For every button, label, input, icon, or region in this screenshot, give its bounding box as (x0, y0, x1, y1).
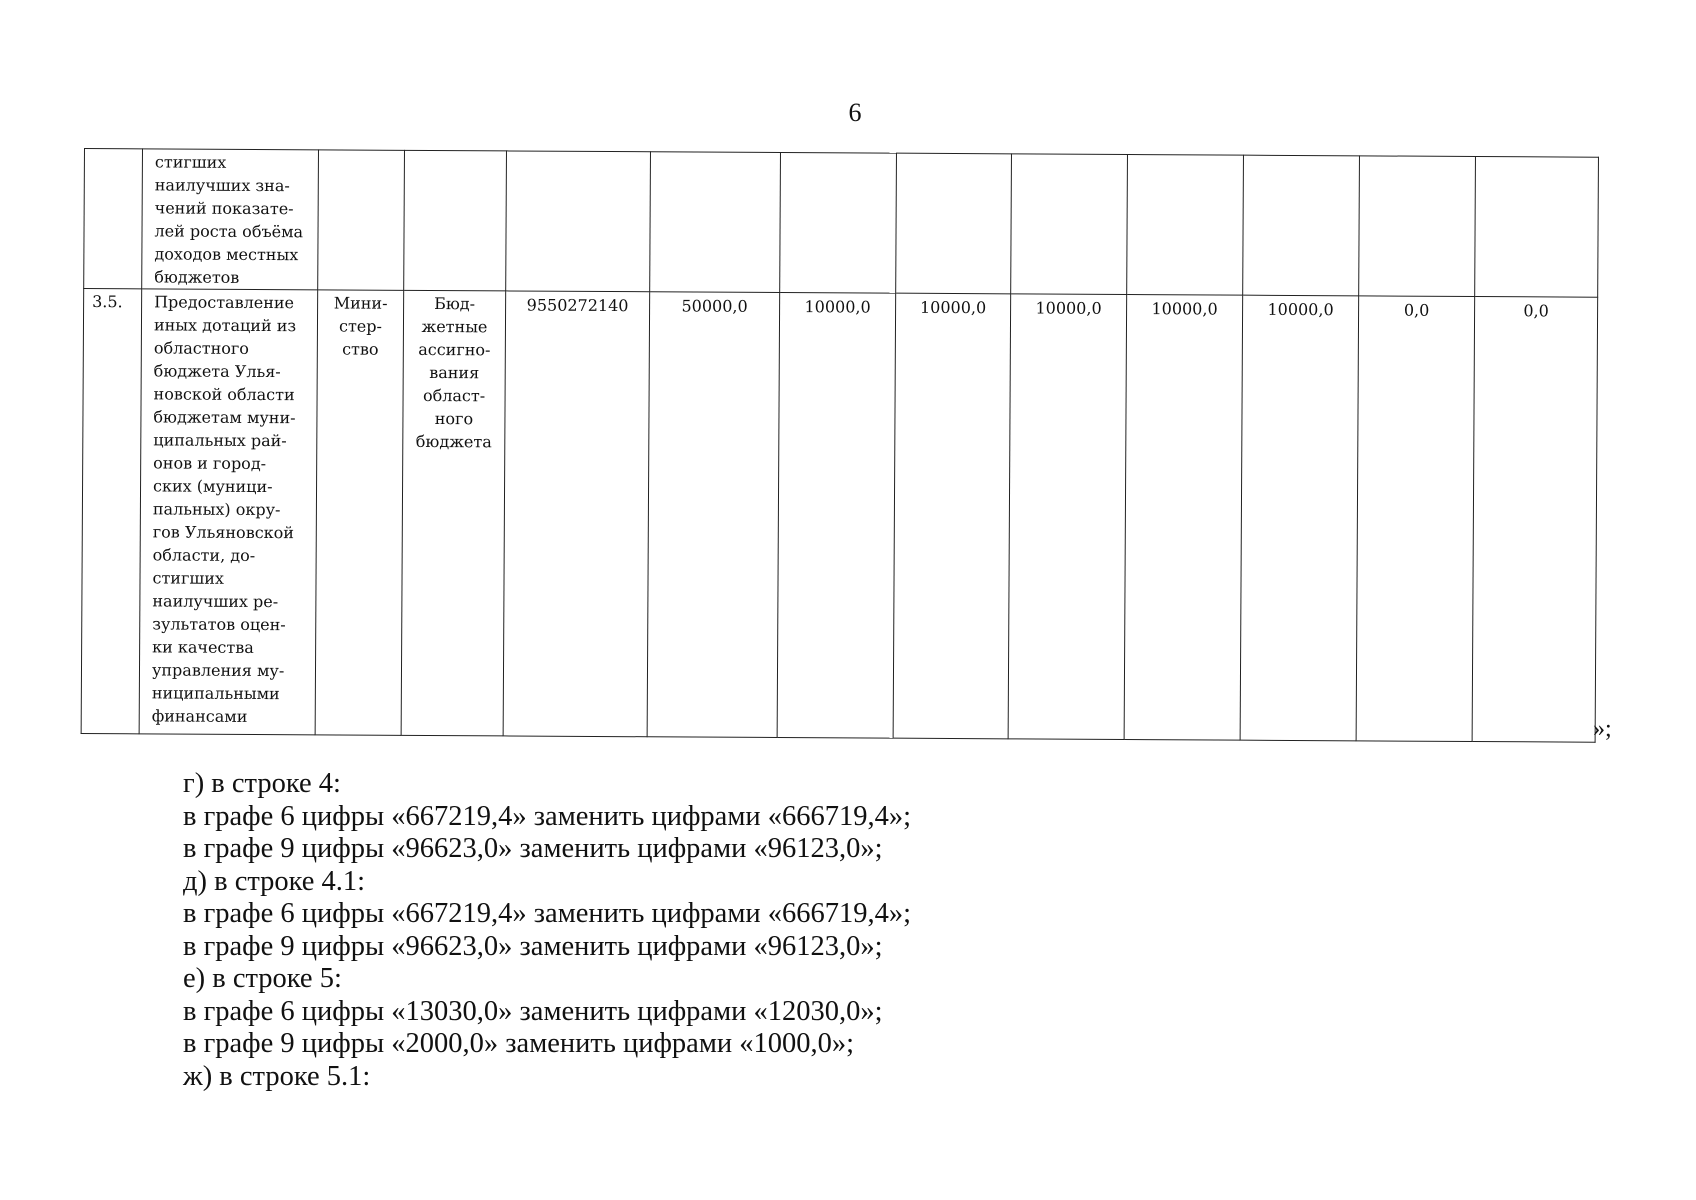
cell-executor (318, 150, 405, 290)
instruction-line: в графе 6 цифры «667219,4» заменить цифрами «666719,4»; (183, 898, 912, 929)
cell-year (896, 153, 1012, 294)
source-line: жетные (421, 316, 488, 337)
name-line: ских (муници- (153, 476, 273, 497)
instruction-line: в графе 9 цифры «2000,0» заменить цифрами «1000,0»; (183, 1028, 855, 1059)
cell-year (1243, 155, 1360, 296)
cell-year (1011, 154, 1128, 295)
instruction-line: в графе 6 цифры «13030,0» заменить цифрами «12030,0»; (183, 995, 883, 1027)
source-line: ного (434, 409, 474, 429)
cell-year-7: 0,0 (1472, 297, 1598, 743)
cell-year-3: 10000,0 (1008, 294, 1127, 740)
executor-line: ство (342, 339, 379, 359)
source-line: вания (429, 362, 480, 383)
name-line: ципальных рай- (153, 430, 287, 451)
name-line: ки качества (152, 637, 254, 657)
program-table-wrapper (81, 148, 1598, 743)
cell-code: 9550272140 (503, 291, 650, 737)
cell-year (1127, 155, 1244, 296)
name-line: онов и город- (153, 453, 267, 474)
name-line: гов Ульяновской (152, 522, 295, 543)
instruction-line: ж) в строке 5.1: (183, 1060, 371, 1092)
cell-num (84, 149, 143, 289)
cell-year-1: 10000,0 (777, 293, 896, 739)
instruction-line: в графе 6 цифры «667219,4» заменить цифрами «666719,4»; (183, 800, 912, 832)
cell-year-4: 10000,0 (1124, 295, 1243, 741)
name-line: стигших (152, 568, 225, 588)
cell-year (1475, 157, 1599, 298)
name-line: наилучших ре- (152, 591, 279, 612)
name-line: зультатов оцен- (152, 614, 286, 635)
cell-name (139, 289, 318, 735)
instruction-line: в графе 9 цифры «96623,0» заменить цифрами «96123,0»; (183, 833, 883, 864)
cell-total: 50000,0 (647, 292, 780, 738)
source-line: ассигно- (418, 339, 491, 360)
cell-executor (315, 290, 404, 735)
instruction-line: е) в строке 5: (183, 963, 342, 994)
source-line: Бюд- (434, 294, 476, 314)
name-line: доходов местных (154, 244, 299, 265)
cell-num: 3.5. (81, 289, 142, 734)
name-line: бюджета Улья- (153, 361, 281, 382)
name-line: новской области (153, 384, 295, 405)
source-line: бюджета (415, 431, 492, 452)
cell-year-6: 0,0 (1356, 296, 1475, 742)
name-line: области, до- (152, 545, 256, 565)
table-row-3-5 (81, 289, 1598, 743)
instruction-line: г) в строке 4: (183, 768, 341, 799)
cell-code (506, 151, 651, 292)
closing-quote: »; (1593, 716, 1612, 742)
name-line: иных дотаций из (153, 315, 297, 336)
name-line: чений показате- (154, 198, 294, 219)
source-line: област- (422, 385, 486, 406)
name-line: наилучших зна- (154, 175, 290, 196)
instruction-line: в графе 9 цифры «96623,0» заменить цифрами «96123,0»; (183, 930, 883, 962)
cell-name-continuation (142, 149, 319, 290)
name-line: лей роста объёма (154, 221, 304, 242)
cell-year-5: 10000,0 (1240, 295, 1359, 741)
table-row-continuation (84, 149, 1599, 298)
cell-year (1359, 156, 1476, 297)
cell-total (650, 152, 781, 293)
cell-source (401, 290, 506, 736)
amendment-instructions (183, 768, 911, 1093)
page-number: 6 (848, 98, 862, 127)
program-table (81, 148, 1599, 743)
name-line: управления му- (151, 660, 285, 681)
name-line: бюджетам муни- (153, 407, 296, 428)
name-line: бюджетов (154, 267, 240, 287)
name-line: областного (153, 338, 249, 358)
name-line: финансами (151, 706, 248, 726)
name-line: стигших (154, 152, 227, 172)
name-line: ниципальными (151, 683, 280, 704)
cell-source (404, 150, 507, 291)
cell-year-2: 10000,0 (893, 293, 1011, 739)
name-line: пальных) окру- (152, 499, 281, 520)
executor-line: Мини- (333, 293, 388, 313)
cell-year (780, 153, 897, 294)
executor-line: стер- (338, 316, 383, 336)
instruction-line: д) в строке 4.1: (183, 865, 366, 897)
name-line: Предоставление (154, 292, 295, 313)
